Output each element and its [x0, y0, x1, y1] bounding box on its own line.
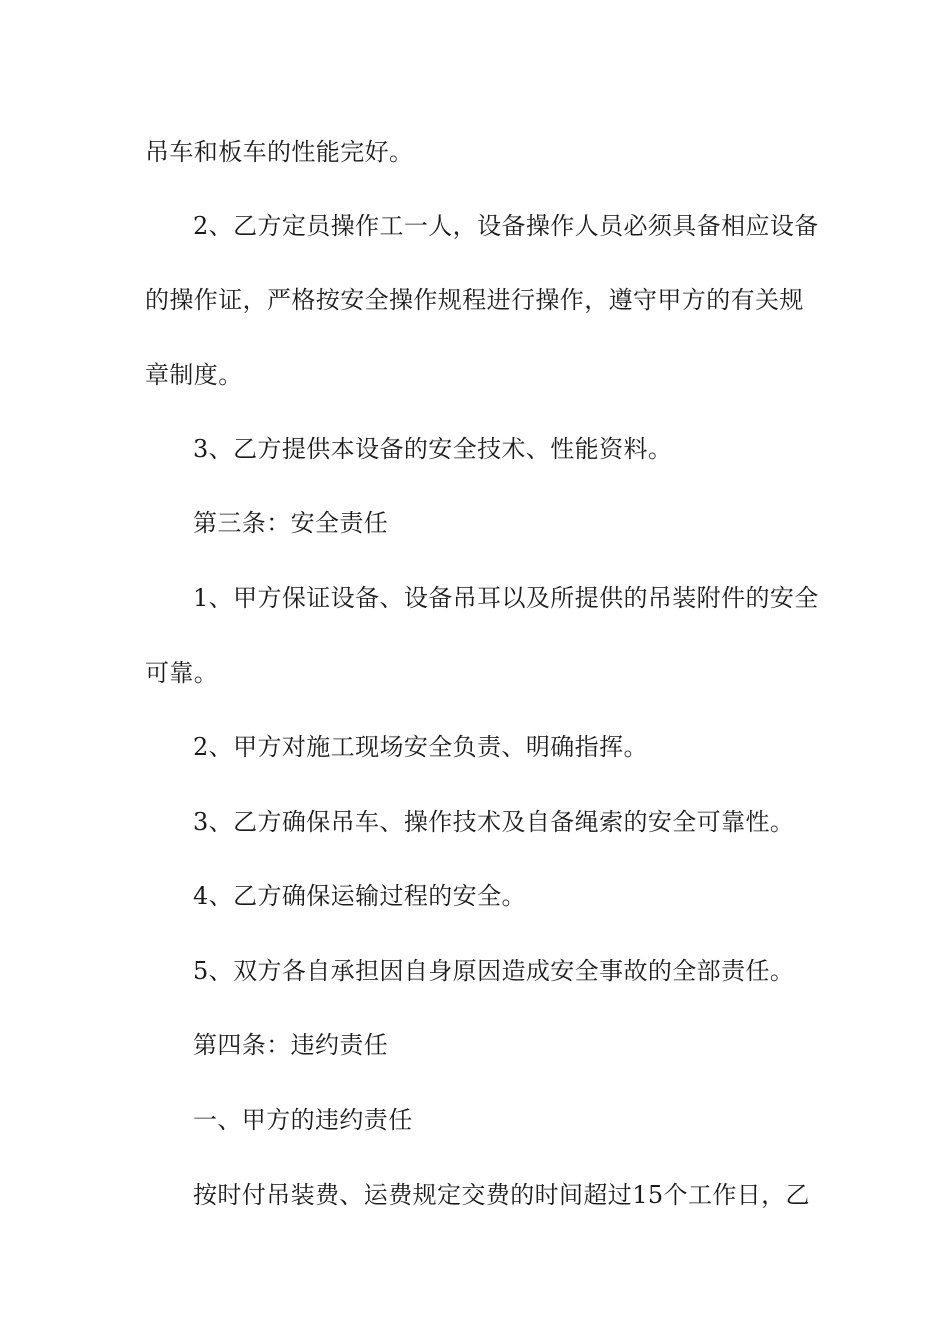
section-heading: 第四条：违约责任 [193, 1031, 389, 1059]
paragraph-line: 的操作证，严格按安全操作规程进行操作，遵守甲方的有关规 [145, 286, 804, 314]
subsection-heading: 一、甲方的违约责任 [193, 1106, 413, 1134]
paragraph-line: 2、甲方对施工现场安全负责、明确指挥。 [193, 733, 648, 761]
paragraph-line: 3、乙方确保吊车、操作技术及自备绳索的安全可靠性。 [193, 808, 795, 836]
paragraph-line: 4、乙方确保运输过程的安全。 [193, 882, 526, 910]
paragraph-line: 3、乙方提供本设备的安全技术、性能资料。 [193, 435, 673, 463]
paragraph-line: 2、乙方定员操作工一人，设备操作人员必须具备相应设备 [193, 212, 819, 240]
paragraph-line: 可靠。 [145, 659, 219, 687]
paragraph-line: 1、甲方保证设备、设备吊耳以及所提供的吊装附件的安全 [193, 584, 819, 612]
paragraph-line: 吊车和板车的性能完好。 [145, 138, 414, 166]
paragraph-line: 5、双方各自承担因自身原因造成安全事故的全部责任。 [193, 957, 795, 985]
paragraph-line: 章制度。 [145, 361, 243, 389]
paragraph-line: 按时付吊装费、运费规定交费的时间超过15个工作日，乙 [193, 1181, 810, 1209]
section-heading: 第三条：安全责任 [193, 509, 389, 537]
